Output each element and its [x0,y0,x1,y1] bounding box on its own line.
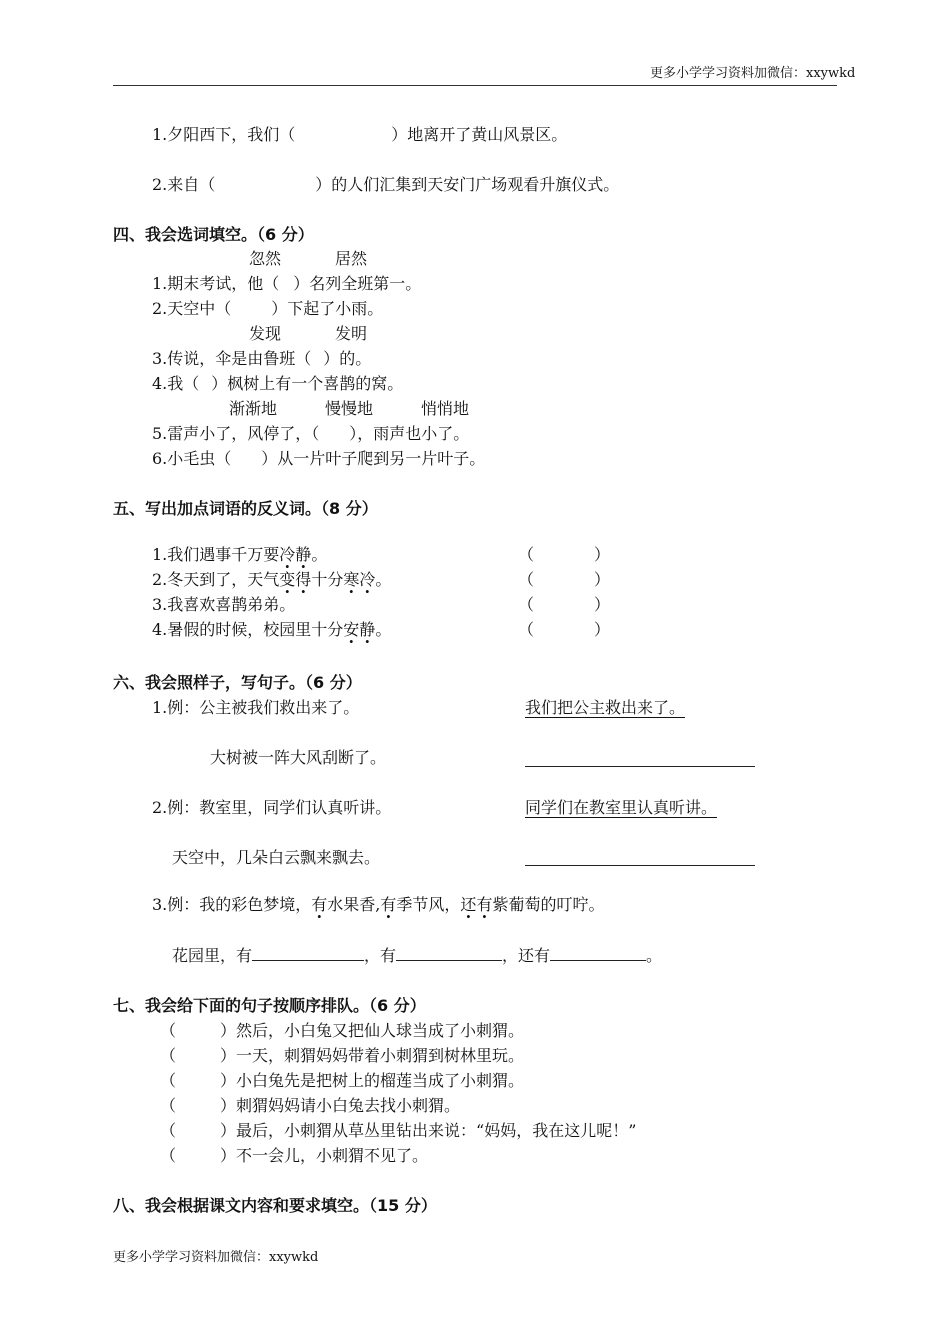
section-5-title: 五、写出加点词语的反义词。（8 分） [113,499,378,518]
s5-answer-box-1: （ ） [518,545,611,564]
section-6-title: 六、我会照样子，写句子。（6 分） [113,673,362,692]
s4-word-2: 居然 [335,249,368,268]
s7-item-5: （ ）最后，小刺猬从草丛里钻出来说：“妈妈，我在这儿呢！” [160,1121,637,1140]
s4-word-6: 慢慢地 [325,399,374,418]
s6-example-1: 1.例：公主被我们救出来了。 [152,698,360,717]
s4-question-2: 2.天空中（ ）下起了小雨。 [152,299,384,318]
header-rule [113,85,837,86]
s5-answer-box-2: （ ） [518,570,611,589]
s4-word-3: 发现 [249,324,282,343]
s4-word-1: 忽然 [249,249,282,268]
s5-question-1: 1.我们遇事千万要冷静。 [152,545,328,564]
s7-item-3: （ ）小白兔先是把树上的榴莲当成了小刺猬。 [160,1071,525,1090]
s4-word-4: 发明 [335,324,368,343]
header-note: 更多小学学习资料加微信：xxywkd [650,66,856,81]
section-8-title: 八、我会根据课文内容和要求填空。（15 分） [113,1196,437,1215]
s4-question-5: 5.雷声小了，风停了，（ ），雨声也小了。 [152,424,470,443]
s4-question-4: 4.我（ ）枫树上有一个喜鹊的窝。 [152,374,404,393]
s3-question-1: 1.夕阳西下，我们（ ）地离开了黄山风景区。 [152,125,568,144]
s6-example-answer-2: 同学们在教室里认真听讲。 [525,798,718,817]
s6-example-2: 2.例：教室里，同学们认真听讲。 [152,798,392,817]
s4-word-5: 渐渐地 [229,399,278,418]
s5-question-3: 3.我喜欢喜鹊弟弟。 [152,595,296,614]
s4-word-7: 悄悄地 [421,399,470,418]
s5-question-2: 2.冬天到了，天气变得十分寒冷。 [152,570,392,589]
s6-example-answer-1: 我们把公主救出来了。 [525,698,686,717]
s3-question-2: 2.来自（ ）的人们汇集到天安门广场观看升旗仪式。 [152,175,620,194]
s7-item-2: （ ）一天，刺猬妈妈带着小刺猬到树林里玩。 [160,1046,525,1065]
s6-example-3: 3.例：我的彩色梦境，有水果香,有季节风，还有紫葡萄的叮咛。 [152,895,605,914]
section-7-title: 七、我会给下面的句子按顺序排队。（6 分） [113,996,426,1015]
s6-task-3: 花园里，有 ，有 ，还有 。 [172,946,663,965]
s6-answer-line-2 [525,865,755,866]
s5-answer-box-4: （ ） [518,620,611,639]
s6-answer-line-1 [525,766,755,767]
footer-note: 更多小学学习资料加微信：xxywkd [113,1250,319,1265]
s4-question-3: 3.传说，伞是由鲁班（ ）的。 [152,349,372,368]
s7-item-1: （ ）然后，小白兔又把仙人球当成了小刺猬。 [160,1021,525,1040]
s4-question-1: 1.期末考试，他（ ）名列全班第一。 [152,274,422,293]
s4-question-6: 6.小毛虫（ ）从一片叶子爬到另一片叶子。 [152,449,486,468]
s6-task-1: 大树被一阵大风刮断了。 [210,748,387,767]
s6-task-2: 天空中，几朵白云飘来飘去。 [172,848,381,867]
s5-question-4: 4.暑假的时候，校园里十分安静。 [152,620,392,639]
s5-answer-box-3: （ ） [518,595,611,614]
section-4-title: 四、我会选词填空。（6 分） [113,225,314,244]
s7-item-6: （ ）不一会儿，小刺猬不见了。 [160,1146,429,1165]
s7-item-4: （ ）刺猬妈妈请小白兔去找小刺猬。 [160,1096,461,1115]
